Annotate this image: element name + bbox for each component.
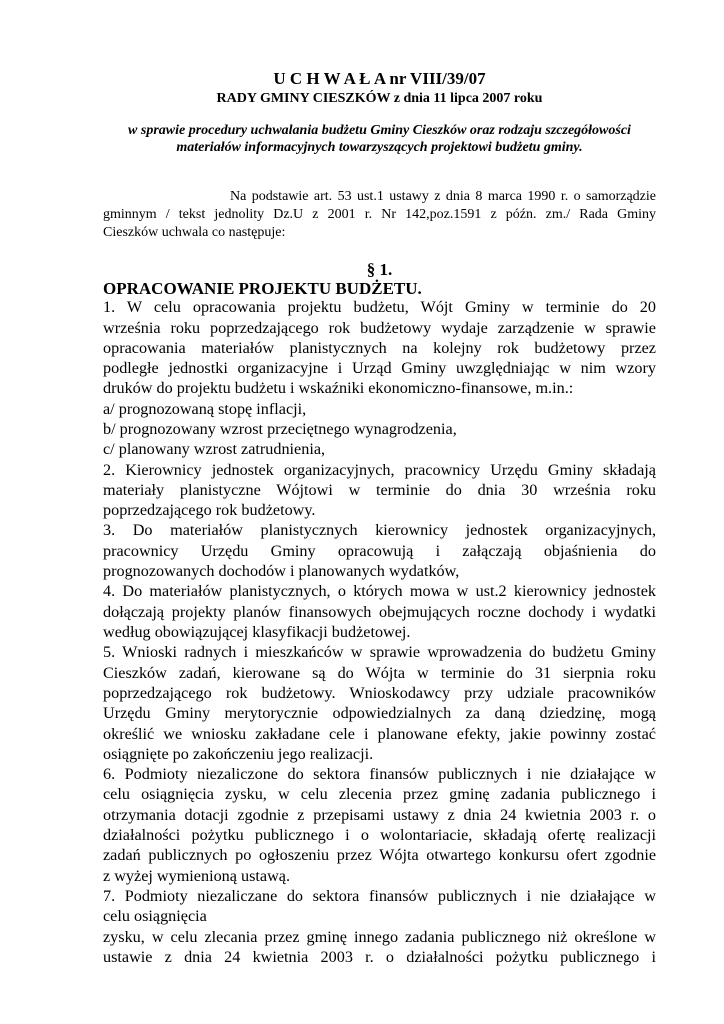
- body-line: września roku poprzedzającego rok budżetowy wydaje zarządzenie w sprawie: [103, 319, 656, 337]
- body-line: działalności pożytku publicznego i o wolontariacie, składają ofertę realizacji: [103, 826, 656, 844]
- body-line: celu osiągnięcia zysku, w celu zlecenia przez gminę zadania publicznego i: [103, 785, 656, 803]
- body-line: podległe jednostki organizacyjne i Urząd Gminy uwzględniając w nim wzory: [103, 359, 656, 377]
- body-line: a/ prognozowaną stopę inflacji,: [103, 400, 307, 418]
- body-line: Cieszków zadań, kierowane są do Wójta w terminie do 31 sierpnia roku: [103, 664, 656, 682]
- resolution-subtitle: RADY GMINY CIESZKÓW z dnia 11 lipca 2007 roku: [216, 91, 543, 106]
- body-line: materiały planistyczne Wójtowi w terminie do dnia 30 września roku: [103, 481, 656, 499]
- topic-line: materiałów informacyjnych towarzyszących projektowi budżetu gminy.: [176, 140, 583, 155]
- body-line: 4. Do materiałów planistycznych, o których mowa w ust.2 kierownicy jednostek: [103, 582, 656, 600]
- section-number: § 1.: [366, 260, 393, 279]
- body-line: 1. W celu opracowania projektu budżetu, Wójt Gminy w terminie do 20: [103, 298, 656, 316]
- body-line: 2. Kierownicy jednostek organizacyjnych, pracownicy Urzędu Gminy składają: [103, 461, 656, 479]
- body-line: ustawie z dnia 24 kwietnia 2003 r. o działalności pożytku publicznego i: [103, 948, 656, 966]
- body-line: Urzędu Gminy merytorycznie odpowiedzialnych za daną dziedzinę, mogą: [103, 704, 656, 722]
- preamble-line: Na podstawie art. 53 ust.1 ustawy z dnia 8 marca 1990 r. o samorządzie: [230, 189, 656, 204]
- body-line: zadań publicznych po ogłoszeniu przez Wójta otwartego konkursu ofert zgodnie: [103, 846, 656, 864]
- body-line: 5. Wnioski radnych i mieszkańców w sprawie wprowadzenia do budżetu Gminy: [103, 643, 656, 661]
- preamble-line: Cieszków uchwala co następuje:: [103, 225, 286, 240]
- body-line: druków do projektu budżetu i wskaźniki ekonomiczno-finansowe, m.in.:: [103, 379, 574, 397]
- body-line: 7. Podmioty niezaliczane do sektora finansów publicznych i nie działające w: [103, 887, 656, 905]
- resolution-title: U C H W A Ł A nr VIII/39/07: [273, 69, 486, 88]
- section-heading: OPRACOWANIE PROJEKTU BUDŻETU.: [103, 279, 422, 298]
- preamble-line: gminnym / tekst jednolity Dz.U z 2001 r. Nr 142,poz.1591 z późn. zm./ Rada Gminy: [103, 207, 656, 222]
- body-line: z wyżej wymienioną ustawą.: [103, 867, 290, 885]
- body-line: 3. Do materiałów planistycznych kierownicy jednostek organizacyjnych,: [103, 521, 656, 539]
- body-line: c/ planowany wzrost zatrudnienia,: [103, 440, 326, 458]
- body-line: celu osiągnięcia: [103, 907, 207, 925]
- body-line: według obowiązującej klasyfikacji budżetowej.: [103, 623, 411, 641]
- body-line: osiągnięte po zakończeniu jego realizacji.: [103, 745, 374, 763]
- body-line: poprzedzającego rok budżetowy. Wnioskodawcy przy udziale pracowników: [103, 684, 656, 702]
- topic-line: w sprawie procedury uchwalania budżetu Gminy Cieszków oraz rodzaju szczegółowości: [128, 123, 631, 138]
- body-line: dołączają projekty planów finansowych obejmujących roczne dochody i wydatki: [103, 603, 656, 621]
- body-line: otrzymania dotacji zgodnie z przepisami ustawy z dnia 24 kwietnia 2003 r. o: [103, 806, 656, 824]
- body-line: określić we wniosku zakładane cele i planowane efekty, jakie powinny zostać: [103, 725, 656, 743]
- body-line: prognozowanych dochodów i planowanych wydatków,: [103, 562, 460, 580]
- body-line: pracownicy Urzędu Gminy opracowują i załączają objaśnienia do: [103, 542, 656, 560]
- body-line: poprzedzającego rok budżetowy.: [103, 501, 316, 519]
- body-line: b/ prognozowany wzrost przeciętnego wynagrodzenia,: [103, 420, 457, 438]
- body-line: zysku, w celu zlecania przez gminę innego zadania publicznego niż określone w: [103, 928, 656, 946]
- body-line: opracowania materiałów planistycznych na kolejny rok budżetowy przez: [103, 339, 656, 357]
- body-line: 6. Podmioty niezaliczone do sektora finansów publicznych i nie działające w: [103, 765, 656, 783]
